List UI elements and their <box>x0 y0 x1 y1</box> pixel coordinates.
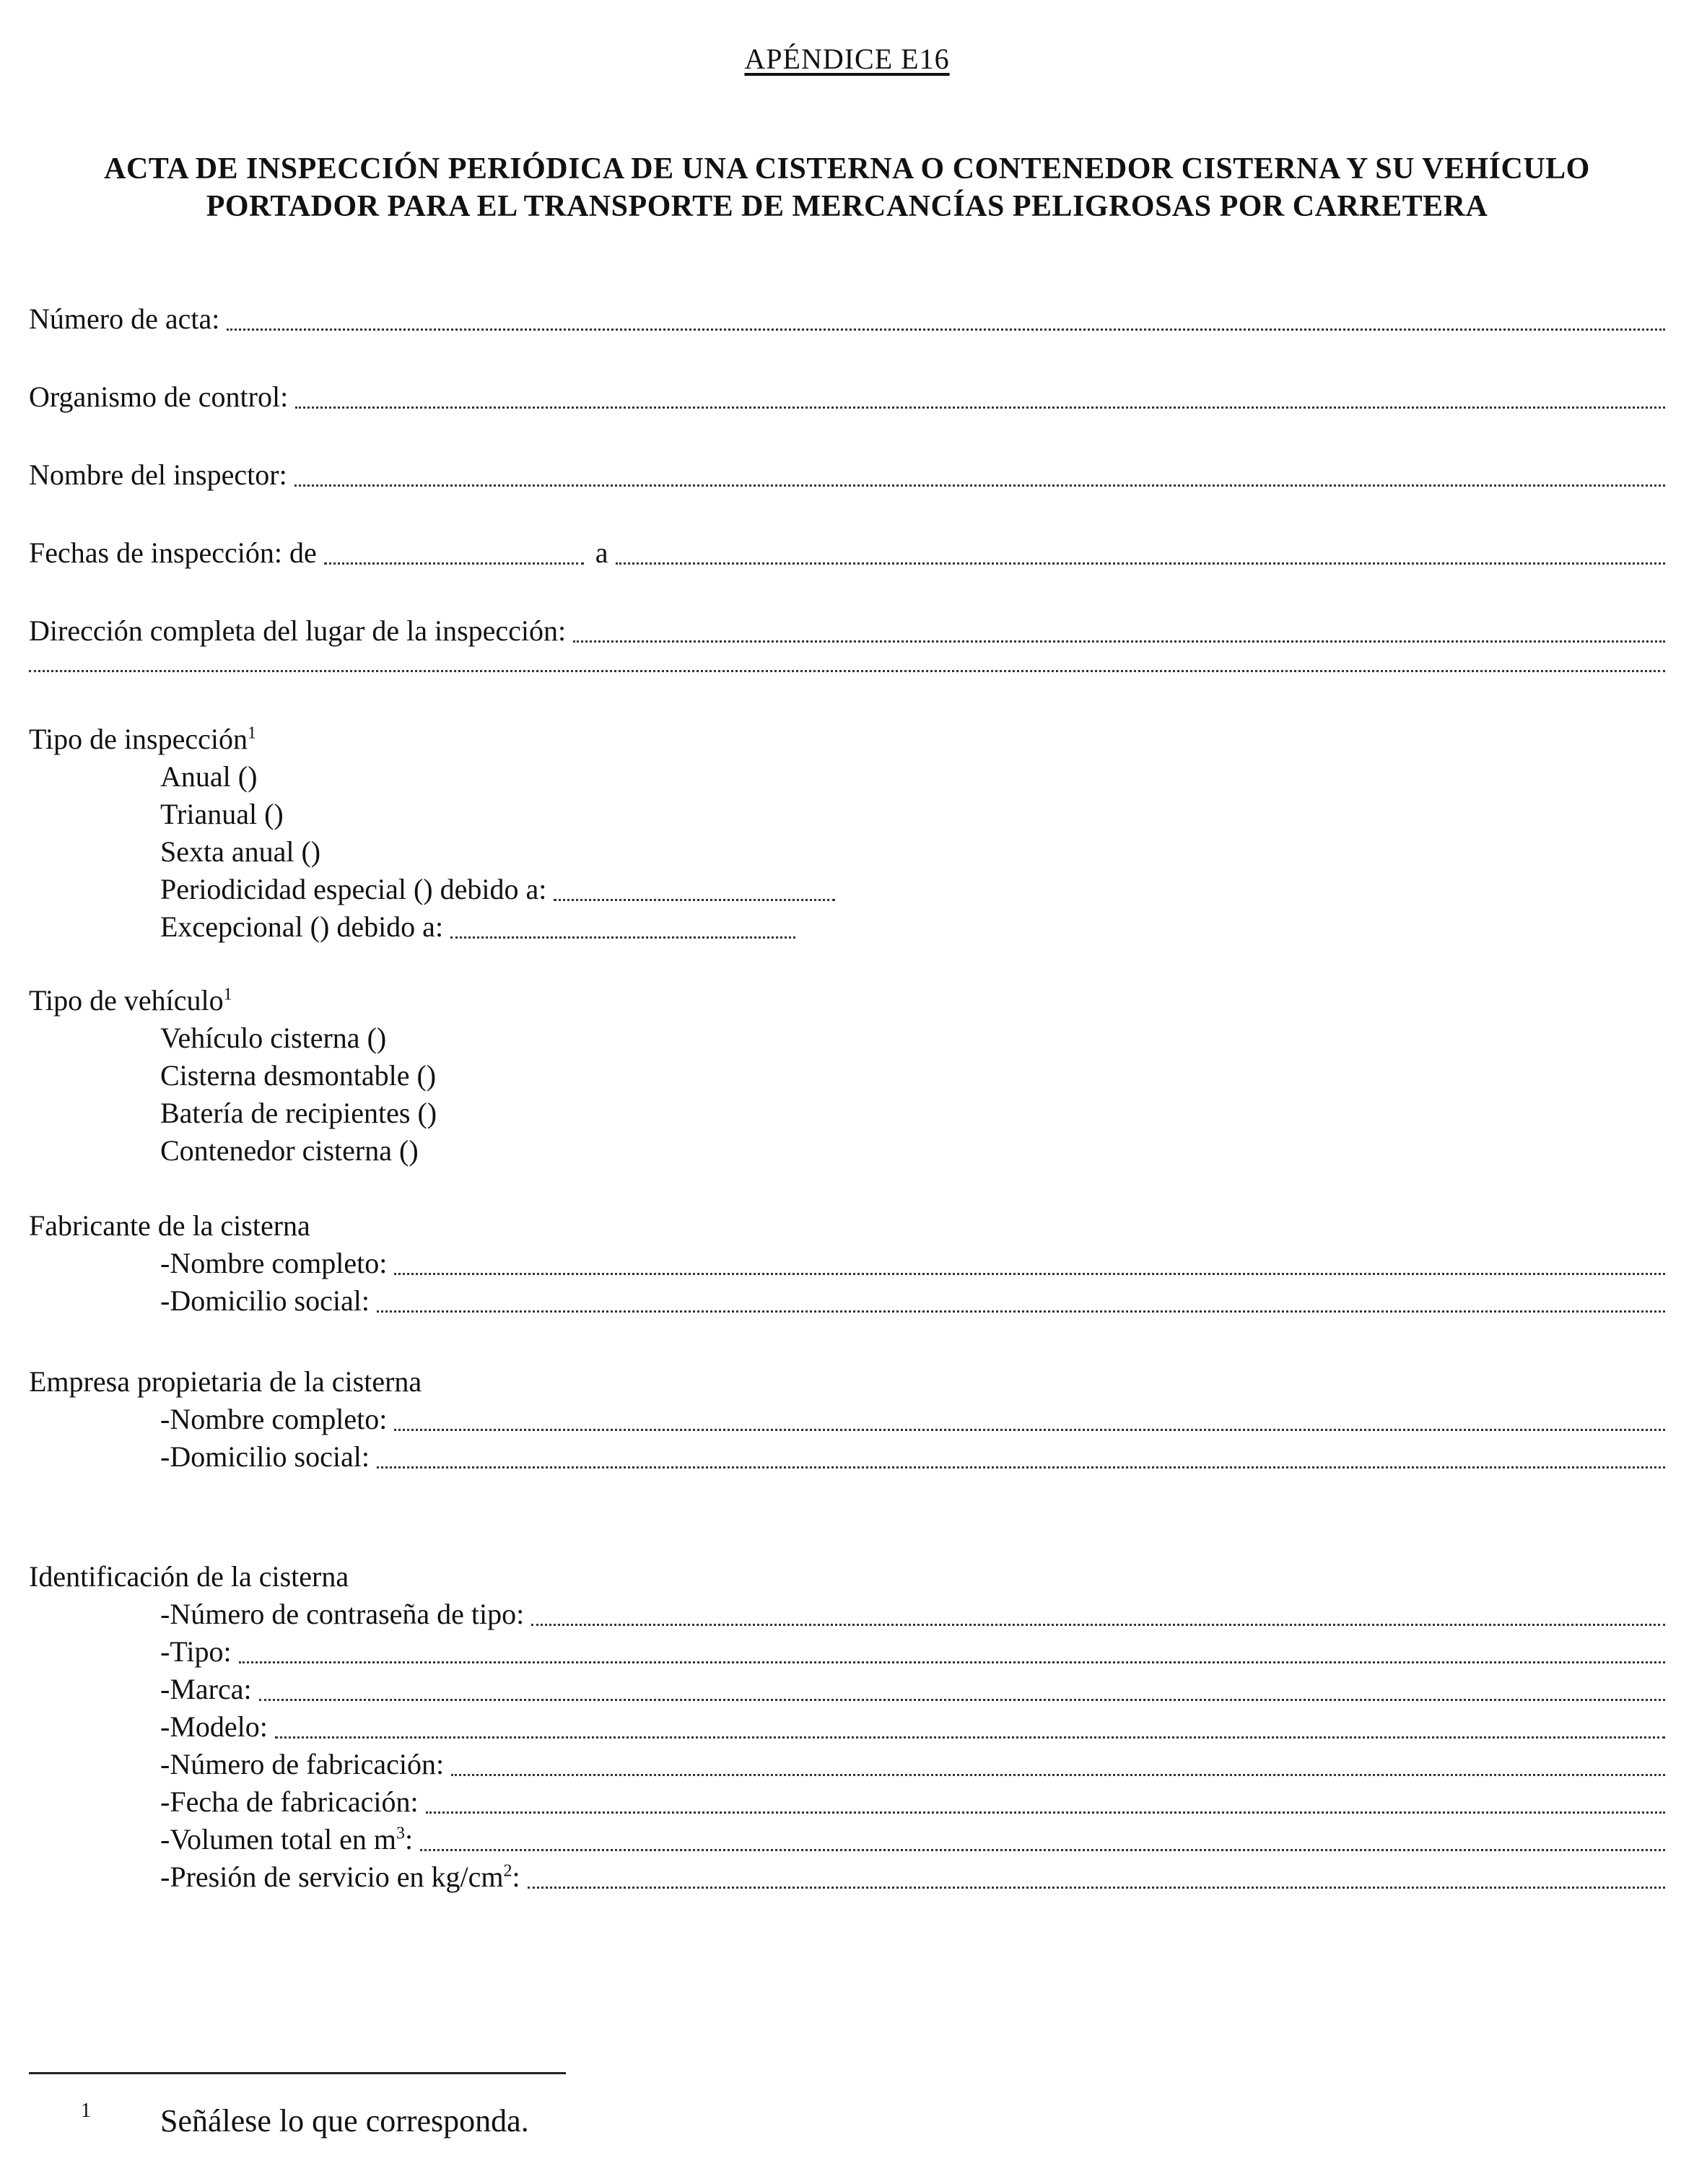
footnote-ref: 1 <box>247 723 256 743</box>
field-fabricante-domicilio[interactable] <box>160 1284 1665 1321</box>
section-heading-tipo-inspeccion: Tipo de inspección$^1$ <box>29 723 256 755</box>
footnote-ref: 1 <box>223 985 232 1004</box>
field-contrasena-tipo[interactable] <box>160 1597 1665 1635</box>
field-tipo[interactable] <box>160 1635 1665 1672</box>
fill-line[interactable] <box>573 633 1665 643</box>
option-label: Periodicidad especial () debido a: <box>160 873 547 905</box>
fill-line[interactable] <box>295 399 1665 409</box>
fill-line[interactable] <box>239 1654 1665 1663</box>
option-bateria-recipientes[interactable]: Batería de recipientes () <box>160 1097 437 1129</box>
field-label: -Volumen total en $m^3$: <box>160 1823 414 1855</box>
fill-line[interactable] <box>394 1422 1665 1431</box>
fill-line[interactable] <box>531 1617 1665 1626</box>
fill-line[interactable] <box>528 1879 1665 1889</box>
section-heading-tipo-vehiculo: Tipo de vehículo$^1$ <box>29 984 232 1017</box>
field-label: -Presión de servicio en $kg/cm^2$: <box>160 1861 520 1893</box>
option-contenedor-cisterna[interactable]: Contenedor cisterna () <box>160 1134 419 1167</box>
field-marca[interactable] <box>160 1672 1665 1710</box>
option-periodicidad-especial[interactable] <box>160 872 835 910</box>
fill-line[interactable] <box>451 1767 1665 1776</box>
document-title: ACTA DE INSPECCIÓN PERIÓDICA DE UNA CISTERNA O CONTENEDOR CISTERNA Y SU VEHÍCULO PORTADOR PARA EL TRANSPORTE DE MERCANCÍAS PELIGROSAS POR CARRETERA <box>104 152 1590 223</box>
field-modelo[interactable] <box>160 1710 1665 1747</box>
fill-line-from[interactable] <box>324 555 584 565</box>
field-label: -Tipo: <box>160 1635 232 1668</box>
footnote-text: Señálese lo que corresponda. <box>160 2103 529 2139</box>
field-label: -Número de contraseña de tipo: <box>160 1598 525 1630</box>
fill-line-direccion-2[interactable] <box>29 670 1665 672</box>
field-numero-fabricacion[interactable] <box>160 1747 1665 1785</box>
fill-line[interactable] <box>275 1729 1665 1739</box>
field-label: -Número de fabricación: <box>160 1748 445 1780</box>
option-excepcional[interactable] <box>160 910 795 947</box>
fill-line[interactable] <box>394 1266 1665 1275</box>
field-propietaria-nombre[interactable] <box>160 1402 1665 1440</box>
field-numero-acta[interactable] <box>29 302 1665 339</box>
field-volumen-total[interactable] <box>160 1822 1665 1860</box>
field-label: Fechas de inspección: de <box>29 536 317 569</box>
field-inspector[interactable] <box>29 458 1665 495</box>
fill-line[interactable] <box>554 892 835 901</box>
field-fechas[interactable] <box>29 536 1665 573</box>
field-fecha-fabricacion[interactable] <box>160 1785 1665 1822</box>
option-cisterna-desmontable[interactable]: Cisterna desmontable () <box>160 1059 437 1092</box>
fill-line[interactable] <box>227 321 1665 331</box>
footnote-separator <box>29 2072 566 2074</box>
fill-line[interactable] <box>294 477 1665 487</box>
field-label: -Modelo: <box>160 1710 268 1743</box>
section-heading-propietaria: Empresa propietaria de la cisterna <box>29 1365 422 1398</box>
field-presion-servicio[interactable] <box>160 1860 1665 1897</box>
field-label: Nombre del inspector: <box>29 458 287 491</box>
section-heading-fabricante: Fabricante de la cisterna <box>29 1209 310 1242</box>
option-anual[interactable]: Anual () <box>160 760 258 793</box>
field-organismo[interactable] <box>29 380 1665 417</box>
field-label: Dirección completa del lugar de la inspección: <box>29 614 567 647</box>
fill-line[interactable] <box>420 1842 1665 1851</box>
option-trianual[interactable]: Trianual () <box>160 798 284 830</box>
fill-line[interactable] <box>426 1804 1665 1814</box>
field-label: -Nombre completo: <box>160 1403 388 1435</box>
field-label: -Domicilio social: <box>160 1284 370 1317</box>
fill-line[interactable] <box>450 929 795 939</box>
field-label: -Marca: <box>160 1673 252 1705</box>
fill-line-to[interactable] <box>616 555 1665 565</box>
footnote-mark: 1 <box>81 2100 91 2122</box>
appendix-label: APÉNDICE E16 <box>744 43 950 75</box>
field-label: -Nombre completo: <box>160 1247 388 1279</box>
section-heading-identificacion: Identificación de la cisterna <box>29 1560 349 1593</box>
field-fabricante-nombre[interactable] <box>160 1246 1665 1284</box>
field-direccion[interactable] <box>29 614 1665 651</box>
field-label: -Fecha de fabricación: <box>160 1785 419 1818</box>
option-vehiculo-cisterna[interactable]: Vehículo cisterna () <box>160 1022 387 1054</box>
field-propietaria-domicilio[interactable] <box>160 1440 1665 1477</box>
field-label: Número de acta: <box>29 303 220 335</box>
fill-line[interactable] <box>377 1459 1665 1469</box>
option-sexta-anual[interactable]: Sexta anual () <box>160 835 321 868</box>
field-label: Organismo de control: <box>29 380 289 413</box>
fill-line[interactable] <box>259 1692 1665 1701</box>
fill-line[interactable] <box>377 1303 1665 1313</box>
field-label: -Domicilio social: <box>160 1440 370 1473</box>
field-label-to: a <box>595 536 608 569</box>
option-label: Excepcional () debido a: <box>160 910 444 943</box>
